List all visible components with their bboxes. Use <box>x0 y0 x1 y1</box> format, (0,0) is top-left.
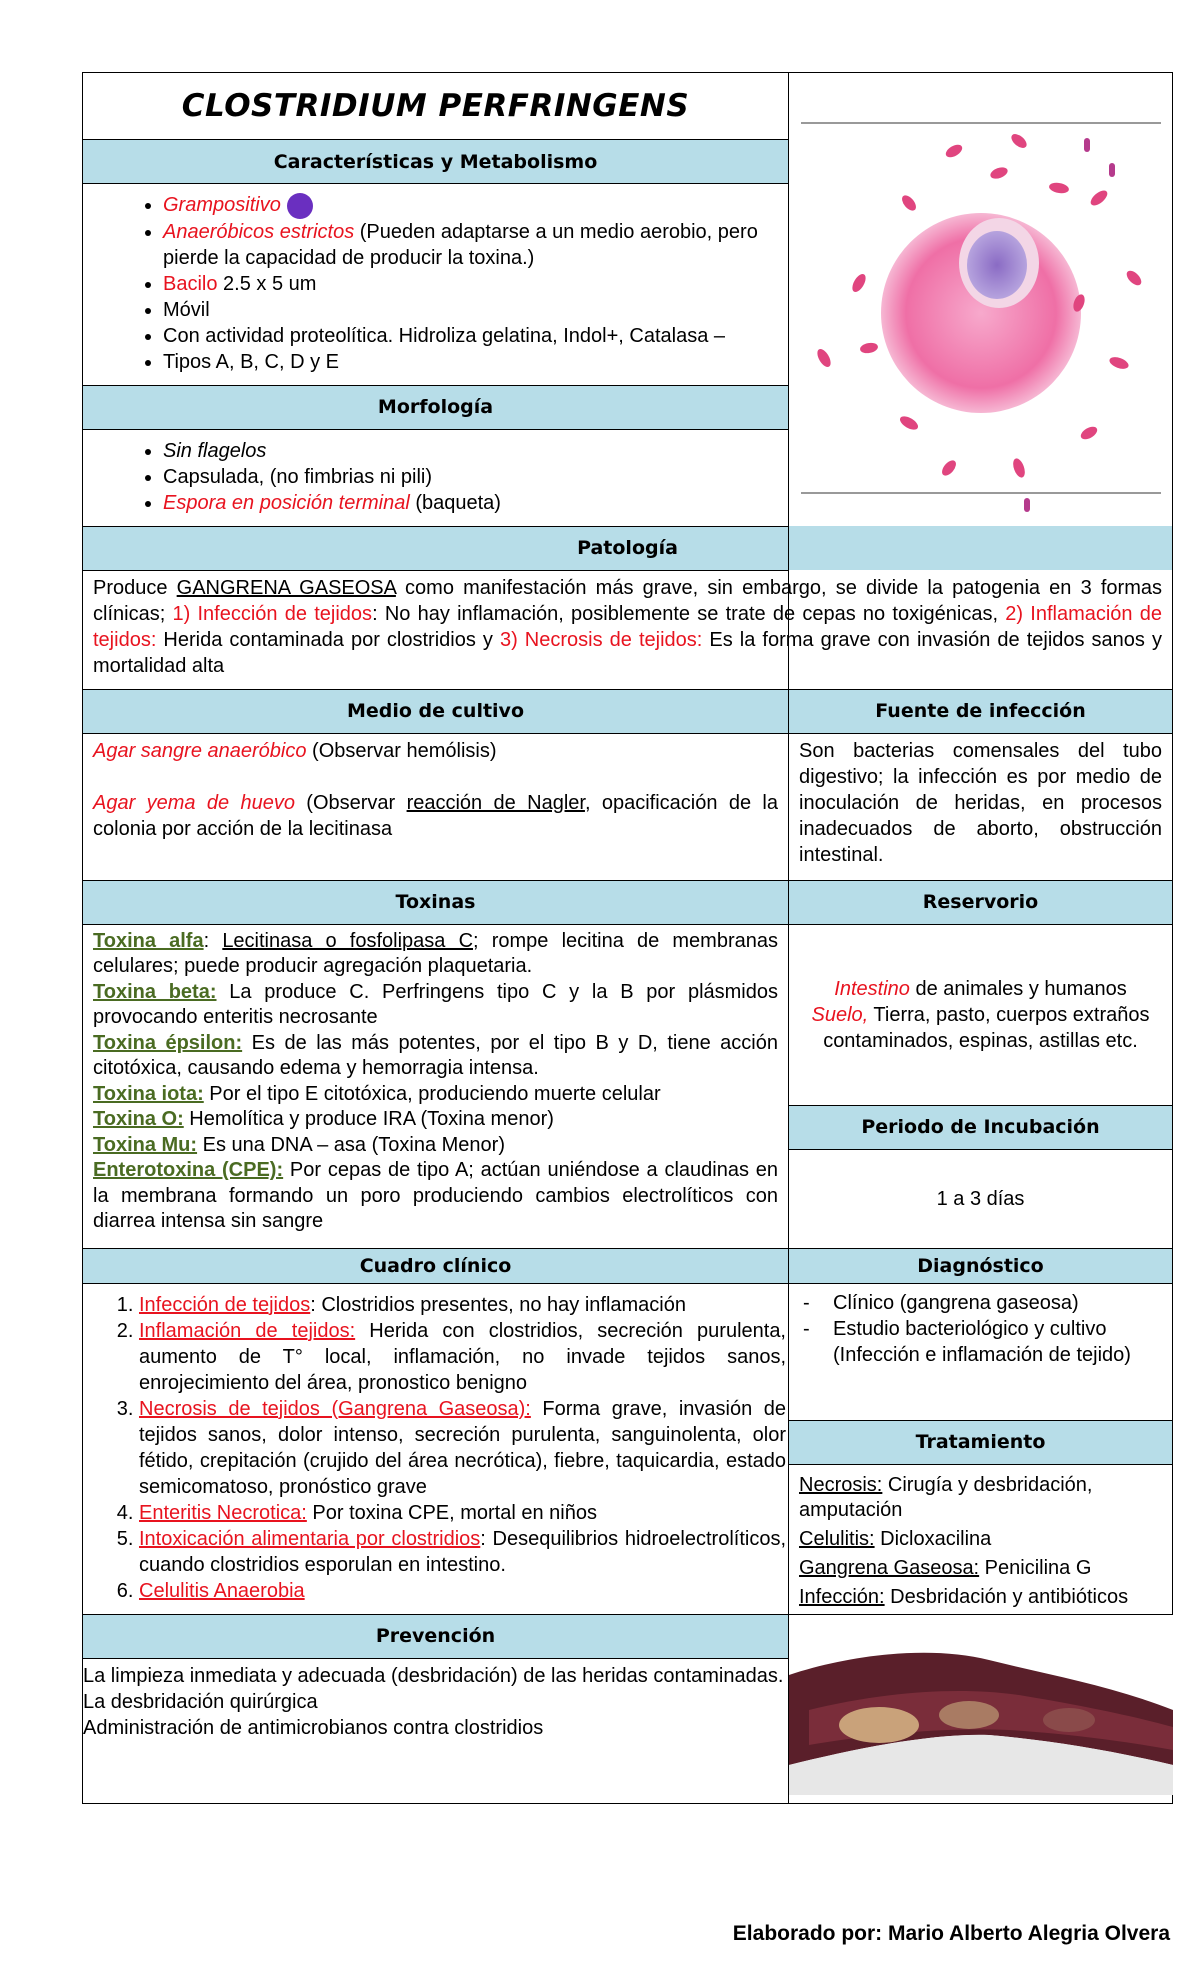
cuadro-header: Cuadro clínico <box>83 1248 789 1283</box>
list-item: 2. Inflamación de tejidos: Herida con clostridios, secreción purulenta, aumento de T° local, inflamación, no invade tejidos sanos, enrojecimiento del área, pronostico benigno <box>139 1318 786 1396</box>
diagnostico-body <box>789 1283 1173 1420</box>
incubacion-body: 1 a 3 días <box>789 1149 1173 1248</box>
reservorio-header: Reservorio <box>789 880 1173 924</box>
gram-positive-dot-icon <box>287 193 313 219</box>
list-item: • Bacilo 2.5 x 5 um <box>163 271 778 297</box>
tratamiento-item: Infección: Desbridación y antibióticos <box>799 1585 1129 1608</box>
cuadro-body <box>83 1283 789 1614</box>
toxin-item: Toxina beta: La produce C. Perfringens tipo C y la B por plásmidos provocando enteritis necrosante <box>93 980 778 1029</box>
list-item: 3. Necrosis de tejidos (Gangrena Gaseosa): Forma grave, invasión de tejidos sanos, dolor intenso, secreción purulenta, sanguinolenta, olor fétido, crepitación (crujido del área necrótica), fiebre, taquicardia, estado semicomatoso, pronóstico grave <box>139 1396 786 1500</box>
prevencion-line: La desbridación quirúrgica <box>83 1690 318 1713</box>
fuente-header: Fuente de infección <box>789 689 1173 733</box>
cell-micrograph-image <box>789 73 1173 553</box>
gangrene-photo-cell <box>789 1614 1173 1803</box>
toxin-item: Toxina épsilon: Es de las más potentes, por el tipo B y D, tiene acción citotóxica, causando edema y hemorragia intensa. <box>93 1031 778 1080</box>
toxin-item: Toxina Mu: Es una DNA – asa (Toxina Menor) <box>93 1133 505 1156</box>
toxinas-body <box>83 924 789 1248</box>
author-footer: Elaborado por: Mario Alberto Alegria Olvera <box>732 1922 1170 1945</box>
list-item: • Grampositivo <box>163 192 778 219</box>
toxin-item: Toxina alfa: Lecitinasa o fosfolipasa C; rompe lecitina de membranas celulares; puede producir agregación plaquetaria. <box>93 929 778 978</box>
reservorio-line: Suelo, Tierra, pasto, cuerpos extraños contaminados, espinas, astillas etc. <box>811 1003 1150 1052</box>
toxinas-header: Toxinas <box>83 880 789 924</box>
tratamiento-item: Celulitis: Dicloxacilina <box>799 1527 992 1550</box>
list-item: • Tipos A, B, C, D y E <box>163 349 778 375</box>
list-item: • Sin flagelos <box>163 438 778 464</box>
summary-sheet <box>82 72 1172 1804</box>
list-item: 1. Infección de tejidos: Clostridios presentes, no hay inflamación <box>139 1292 786 1318</box>
toxin-item: Enterotoxina (CPE): Por cepas de tipo A; actúan uniéndose a claudinas en la membrana formando un poro produciendo cambios electrolíticos con diarrea intensa sin sangre <box>93 1159 778 1233</box>
list-item: • Anaeróbicos estrictos (Pueden adaptarse a un medio aerobio, pero pierde la capacidad de producir la toxina.) <box>163 219 778 271</box>
tratamiento-item: Necrosis: Cirugía y desbridación, amputación <box>799 1473 1093 1521</box>
medio-header: Medio de cultivo <box>83 689 789 733</box>
list-item: • Espora en posición terminal (baqueta) <box>163 490 778 516</box>
tratamiento-item: Gangrena Gaseosa: Penicilina G <box>799 1556 1092 1579</box>
list-item: - Estudio bacteriológico y cultivo (Infección e inflamación de tejido) <box>799 1316 1162 1368</box>
gangrene-leg-image <box>789 1615 1173 1795</box>
reservorio-line: Intestino de animales y humanos <box>834 977 1127 1000</box>
caracteristicas-body <box>83 184 789 386</box>
list-item: • Con actividad proteolítica. Hidroliza gelatina, Indol+, Catalasa – <box>163 323 778 349</box>
diagnostico-header: Diagnóstico <box>789 1248 1173 1283</box>
content-table <box>82 72 1173 1804</box>
prevencion-body <box>83 1658 789 1803</box>
patologia-body: Produce GANGRENA GASEOSA como manifestación más grave, sin embargo, se divide la patogenia en 3 formas clínicas; 1) Infección de tejidos: No hay inflamación, posiblemente se trate de cepas no toxigénicas, 2) Inflamación de tejidos: Herida contaminada por clostridios y 3) Necrosis de tejidos: Es la forma grave con invasión de tejidos sanos y mortalidad alta <box>83 570 1173 689</box>
reservorio-body <box>789 924 1173 1105</box>
medio-body <box>83 733 789 880</box>
prevencion-header: Prevención <box>83 1614 789 1658</box>
toxin-item: Toxina O: Hemolítica y produce IRA (Toxina menor) <box>93 1108 554 1131</box>
incubacion-header: Periodo de Incubación <box>789 1105 1173 1149</box>
medio-item: Agar sangre anaeróbico (Observar hemólisis) <box>93 739 497 762</box>
tratamiento-header: Tratamiento <box>789 1420 1173 1464</box>
toxin-item: Toxina iota: Por el tipo E citotóxica, produciendo muerte celular <box>93 1082 661 1105</box>
prevencion-line: La limpieza inmediata y adecuada (desbridación) de las heridas contaminadas. <box>83 1664 784 1687</box>
list-item: 5. Intoxicación alimentaria por clostridios: Desequilibrios hidroelectrolíticos, cuando clostridios esporulan en intestino. <box>139 1526 786 1578</box>
list-item: • Capsulada, (no fimbrias ni pili) <box>163 464 778 490</box>
tratamiento-body <box>789 1464 1173 1614</box>
list-item: • Móvil <box>163 297 778 323</box>
morfologia-header: Morfología <box>83 385 789 429</box>
list-item: - Clínico (gangrena gaseosa) <box>799 1290 1162 1316</box>
page-title: CLOSTRIDIUM PERFRINGENS <box>83 73 789 140</box>
morfologia-body <box>83 429 789 526</box>
caracteristicas-header: Características y Metabolismo <box>83 140 789 184</box>
patologia-header: Patología <box>83 526 1173 570</box>
fuente-body: Son bacterias comensales del tubo digestivo; la infección es por medio de inoculación de heridas, en procesos inadecuados de aborto, obstrucción intestinal. <box>789 733 1173 880</box>
list-item: 6. Celulitis Anaerobia <box>139 1578 786 1604</box>
medio-item: Agar yema de huevo (Observar reacción de Nagler, opacificación de la colonia por acción de la lecitinasa <box>93 791 778 840</box>
prevencion-line: Administración de antimicrobianos contra clostridios <box>83 1716 544 1739</box>
list-item: 4. Enteritis Necrotica: Por toxina CPE, mortal en niños <box>139 1500 786 1526</box>
